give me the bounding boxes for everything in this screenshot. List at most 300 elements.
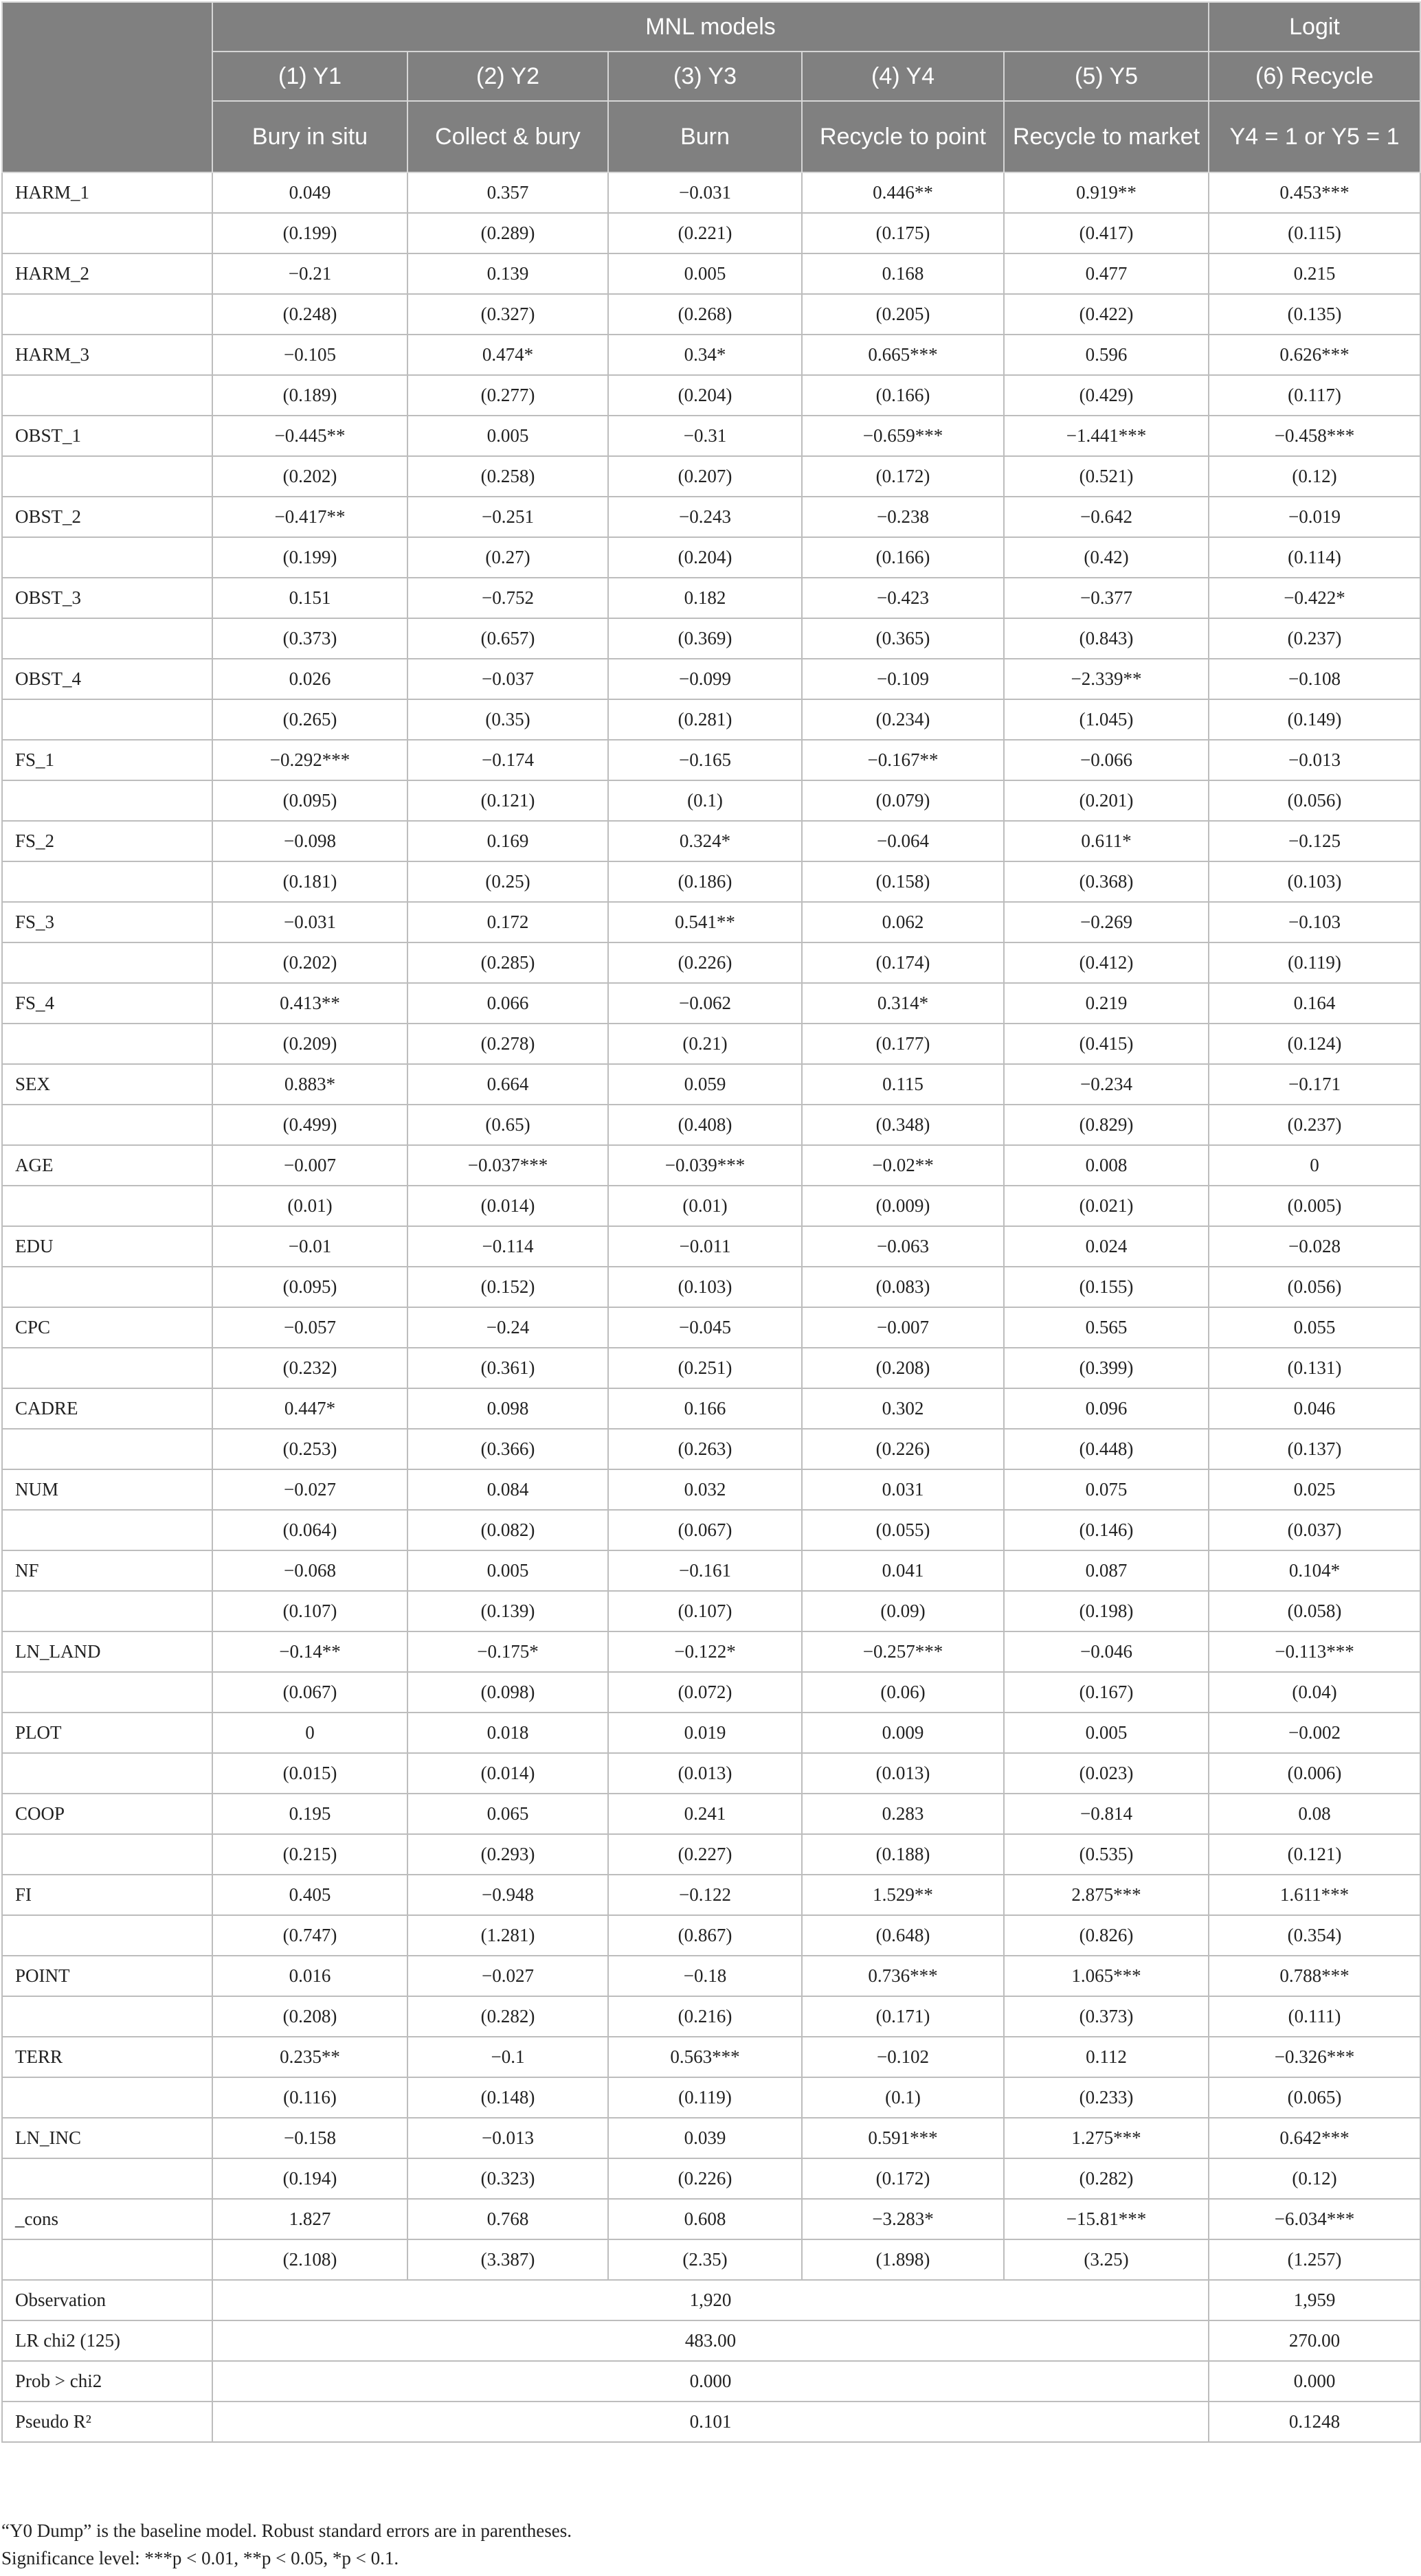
- coefficient-cell: −0.21: [212, 253, 407, 294]
- table-row: [2, 1348, 1420, 1388]
- header-column-number: (1) Y1: [212, 52, 407, 101]
- standard-error-cell: (0.172): [802, 2158, 1004, 2199]
- coefficient-cell: 0.565: [1004, 1307, 1209, 1348]
- table-row: [2, 861, 1420, 902]
- coefficient-cell: 0.219: [1004, 983, 1209, 1024]
- blank-cell: [2, 1267, 212, 1307]
- coefficient-cell: −0.752: [407, 578, 608, 618]
- standard-error-cell: (0.365): [802, 618, 1004, 659]
- coefficient-cell: −0.01: [212, 1226, 407, 1267]
- standard-error-cell: (0.289): [407, 213, 608, 253]
- standard-error-cell: (0.01): [608, 1186, 802, 1226]
- coefficient-cell: −0.037: [407, 659, 608, 699]
- coefficient-cell: −0.269: [1004, 902, 1209, 942]
- standard-error-cell: (0.281): [608, 699, 802, 740]
- standard-error-cell: (0.201): [1004, 780, 1209, 821]
- standard-error-cell: (0.181): [212, 861, 407, 902]
- coefficient-cell: −0.18: [608, 1956, 802, 1996]
- table-row: [2, 983, 1420, 1024]
- standard-error-cell: (0.115): [1209, 213, 1420, 253]
- table-row: [2, 416, 1420, 456]
- standard-error-cell: (0.082): [407, 1510, 608, 1550]
- coefficient-cell: 0.283: [802, 1794, 1004, 1834]
- standard-error-cell: (0.095): [212, 780, 407, 821]
- variable-name: OBST_4: [2, 659, 212, 699]
- standard-error-cell: (0.209): [212, 1024, 407, 1064]
- coefficient-cell: −0.445**: [212, 416, 407, 456]
- coefficient-cell: −0.422*: [1209, 578, 1420, 618]
- coefficient-cell: −0.234: [1004, 1064, 1209, 1105]
- coefficient-cell: 0.235**: [212, 2037, 407, 2077]
- standard-error-cell: (0.072): [608, 1672, 802, 1713]
- table-row: [2, 1307, 1420, 1348]
- coefficient-cell: −0.417**: [212, 497, 407, 537]
- standard-error-cell: (0.867): [608, 1915, 802, 1956]
- coefficient-cell: 0.182: [608, 578, 802, 618]
- variable-name: CPC: [2, 1307, 212, 1348]
- coefficient-cell: −0.642: [1004, 497, 1209, 537]
- coefficient-cell: −0.174: [407, 740, 608, 780]
- standard-error-cell: (0.208): [802, 1348, 1004, 1388]
- coefficient-cell: 0.024: [1004, 1226, 1209, 1267]
- coefficient-cell: 0.112: [1004, 2037, 1209, 2077]
- coefficient-cell: 0.025: [1209, 1469, 1420, 1510]
- coefficient-cell: 0.059: [608, 1064, 802, 1105]
- blank-cell: [2, 213, 212, 253]
- table-row: [2, 2037, 1420, 2077]
- table-row: [2, 172, 1420, 213]
- coefficient-cell: −0.814: [1004, 1794, 1209, 1834]
- standard-error-cell: (0.058): [1209, 1591, 1420, 1631]
- standard-error-cell: (0.079): [802, 780, 1004, 821]
- table-row: [2, 253, 1420, 294]
- coefficient-cell: 0.34*: [608, 335, 802, 375]
- stat-mnl-value: 0.000: [212, 2361, 1209, 2402]
- variable-name: OBST_2: [2, 497, 212, 537]
- variable-name: COOP: [2, 1794, 212, 1834]
- standard-error-cell: (0.202): [212, 942, 407, 983]
- coefficient-cell: −0.102: [802, 2037, 1004, 2077]
- coefficient-cell: −0.114: [407, 1226, 608, 1267]
- coefficient-cell: 0.031: [802, 1469, 1004, 1510]
- coefficient-cell: −3.283*: [802, 2199, 1004, 2239]
- standard-error-cell: (0.188): [802, 1834, 1004, 1875]
- standard-error-cell: (0.194): [212, 2158, 407, 2199]
- coefficient-cell: 0.115: [802, 1064, 1004, 1105]
- standard-error-cell: (0.199): [212, 213, 407, 253]
- coefficient-cell: −0.158: [212, 2118, 407, 2158]
- standard-error-cell: (0.657): [407, 618, 608, 659]
- standard-error-cell: (0.226): [608, 2158, 802, 2199]
- standard-error-cell: (0.09): [802, 1591, 1004, 1631]
- coefficient-cell: 0.096: [1004, 1388, 1209, 1429]
- blank-cell: [2, 1834, 212, 1875]
- header-column-description: Recycle to point: [802, 101, 1004, 172]
- blank-cell: [2, 1996, 212, 2037]
- header-column-number: (5) Y5: [1004, 52, 1209, 101]
- standard-error-cell: (0.215): [212, 1834, 407, 1875]
- coefficient-cell: −0.113***: [1209, 1631, 1420, 1672]
- variable-name: HARM_3: [2, 335, 212, 375]
- table-row: [2, 537, 1420, 578]
- coefficient-cell: −0.14**: [212, 1631, 407, 1672]
- coefficient-cell: 0.608: [608, 2199, 802, 2239]
- coefficient-cell: −0.019: [1209, 497, 1420, 537]
- standard-error-cell: (0.064): [212, 1510, 407, 1550]
- standard-error-cell: (0.04): [1209, 1672, 1420, 1713]
- standard-error-cell: (0.1): [802, 2077, 1004, 2118]
- coefficient-cell: 0.016: [212, 1956, 407, 1996]
- blank-cell: [2, 861, 212, 902]
- coefficient-cell: −0.027: [407, 1956, 608, 1996]
- table-row: [2, 456, 1420, 497]
- coefficient-cell: 0.195: [212, 1794, 407, 1834]
- standard-error-cell: (0.139): [407, 1591, 608, 1631]
- coefficient-cell: −0.31: [608, 416, 802, 456]
- standard-error-cell: (0.095): [212, 1267, 407, 1307]
- table-row: [2, 1713, 1420, 1753]
- stat-mnl-value: 1,920: [212, 2280, 1209, 2320]
- coefficient-cell: 0.164: [1209, 983, 1420, 1024]
- coefficient-cell: 0.665***: [802, 335, 1004, 375]
- table-row: [2, 1024, 1420, 1064]
- coefficient-cell: −0.251: [407, 497, 608, 537]
- standard-error-cell: (0.137): [1209, 1429, 1420, 1469]
- standard-error-cell: (0.177): [802, 1024, 1004, 1064]
- standard-error-cell: (0.366): [407, 1429, 608, 1469]
- table-row: [2, 1631, 1420, 1672]
- coefficient-cell: 0.046: [1209, 1388, 1420, 1429]
- coefficient-cell: 0.139: [407, 253, 608, 294]
- coefficient-cell: 0.166: [608, 1388, 802, 1429]
- coefficient-cell: 1.529**: [802, 1875, 1004, 1915]
- standard-error-cell: (0.535): [1004, 1834, 1209, 1875]
- blank-cell: [2, 1105, 212, 1145]
- coefficient-cell: −0.031: [212, 902, 407, 942]
- standard-error-cell: (0.107): [608, 1591, 802, 1631]
- coefficient-cell: −0.063: [802, 1226, 1004, 1267]
- coefficient-cell: 0.405: [212, 1875, 407, 1915]
- standard-error-cell: (0.648): [802, 1915, 1004, 1956]
- standard-error-cell: (0.103): [608, 1267, 802, 1307]
- table-row: [2, 1388, 1420, 1429]
- standard-error-cell: (0.155): [1004, 1267, 1209, 1307]
- coefficient-cell: −0.377: [1004, 578, 1209, 618]
- coefficient-cell: 0.626***: [1209, 335, 1420, 375]
- standard-error-cell: (0.27): [407, 537, 608, 578]
- table-row: [2, 1186, 1420, 1226]
- standard-error-cell: (0.42): [1004, 537, 1209, 578]
- stat-logit-value: 1,959: [1209, 2280, 1420, 2320]
- coefficient-cell: −0.046: [1004, 1631, 1209, 1672]
- standard-error-cell: (0.065): [1209, 2077, 1420, 2118]
- coefficient-cell: 0.788***: [1209, 1956, 1420, 1996]
- coefficient-cell: 0.041: [802, 1550, 1004, 1591]
- coefficient-cell: 0.357: [407, 172, 608, 213]
- standard-error-cell: (0.373): [1004, 1996, 1209, 2037]
- coefficient-cell: −0.423: [802, 578, 1004, 618]
- blank-cell: [2, 699, 212, 740]
- standard-error-cell: (0.148): [407, 2077, 608, 2118]
- standard-error-cell: (0.172): [802, 456, 1004, 497]
- header-column-description: Burn: [608, 101, 802, 172]
- coefficient-cell: −0.1: [407, 2037, 608, 2077]
- coefficient-cell: −0.167**: [802, 740, 1004, 780]
- table-row: [2, 942, 1420, 983]
- table-row: [2, 1875, 1420, 1915]
- standard-error-cell: (0.098): [407, 1672, 608, 1713]
- coefficient-cell: 0.447*: [212, 1388, 407, 1429]
- coefficient-cell: −0.161: [608, 1550, 802, 1591]
- table-row: [2, 2118, 1420, 2158]
- coefficient-cell: 0.008: [1004, 1145, 1209, 1186]
- standard-error-cell: (0.013): [802, 1753, 1004, 1794]
- variable-name: NUM: [2, 1469, 212, 1510]
- coefficient-cell: −1.441***: [1004, 416, 1209, 456]
- table-row: [2, 1834, 1420, 1875]
- coefficient-cell: −0.24: [407, 1307, 608, 1348]
- variable-name: CADRE: [2, 1388, 212, 1429]
- standard-error-cell: (0.373): [212, 618, 407, 659]
- coefficient-cell: 0.413**: [212, 983, 407, 1024]
- header-group-logit: Logit: [1209, 2, 1420, 52]
- standard-error-cell: (0.207): [608, 456, 802, 497]
- coefficient-cell: 0.642***: [1209, 2118, 1420, 2158]
- coefficient-cell: −0.122*: [608, 1631, 802, 1672]
- table-row: [2, 902, 1420, 942]
- standard-error-cell: (1.257): [1209, 2239, 1420, 2280]
- standard-error-cell: (0.285): [407, 942, 608, 983]
- coefficient-cell: −0.103: [1209, 902, 1420, 942]
- standard-error-cell: (1.045): [1004, 699, 1209, 740]
- standard-error-cell: (0.415): [1004, 1024, 1209, 1064]
- standard-error-cell: (0.208): [212, 1996, 407, 2037]
- blank-cell: [2, 1348, 212, 1388]
- standard-error-cell: (0.067): [608, 1510, 802, 1550]
- coefficient-cell: −0.238: [802, 497, 1004, 537]
- coefficient-cell: 0.032: [608, 1469, 802, 1510]
- standard-error-cell: (0.111): [1209, 1996, 1420, 2037]
- coefficient-cell: 0.477: [1004, 253, 1209, 294]
- coefficient-cell: 0.005: [1004, 1713, 1209, 1753]
- standard-error-cell: (0.323): [407, 2158, 608, 2199]
- standard-error-cell: (0.189): [212, 375, 407, 416]
- table-row: [2, 335, 1420, 375]
- coefficient-cell: 0.062: [802, 902, 1004, 942]
- standard-error-cell: (0.205): [802, 294, 1004, 335]
- standard-error-cell: (0.117): [1209, 375, 1420, 416]
- coefficient-cell: −0.007: [802, 1307, 1004, 1348]
- coefficient-cell: −0.013: [407, 2118, 608, 2158]
- coefficient-cell: 0.241: [608, 1794, 802, 1834]
- standard-error-cell: (0.35): [407, 699, 608, 740]
- standard-error-cell: (0.232): [212, 1348, 407, 1388]
- table-row: [2, 2239, 1420, 2280]
- coefficient-cell: −0.122: [608, 1875, 802, 1915]
- standard-error-cell: (0.149): [1209, 699, 1420, 740]
- table-row: [2, 740, 1420, 780]
- standard-error-cell: (0.253): [212, 1429, 407, 1469]
- coefficient-cell: 0.005: [407, 416, 608, 456]
- standard-error-cell: (0.282): [407, 1996, 608, 2037]
- standard-error-cell: (0.412): [1004, 942, 1209, 983]
- standard-error-cell: (0.216): [608, 1996, 802, 2037]
- standard-error-cell: (0.226): [802, 1429, 1004, 1469]
- standard-error-cell: (0.25): [407, 861, 608, 902]
- stat-logit-value: 0.1248: [1209, 2402, 1420, 2442]
- standard-error-cell: (0.369): [608, 618, 802, 659]
- standard-error-cell: (0.055): [802, 1510, 1004, 1550]
- standard-error-cell: (0.843): [1004, 618, 1209, 659]
- header-column-description: Collect & bury: [407, 101, 608, 172]
- standard-error-cell: (0.226): [608, 942, 802, 983]
- coefficient-cell: 0.009: [802, 1713, 1004, 1753]
- coefficient-cell: −0.011: [608, 1226, 802, 1267]
- variable-name: SEX: [2, 1064, 212, 1105]
- coefficient-cell: −0.062: [608, 983, 802, 1024]
- coefficient-cell: −0.659***: [802, 416, 1004, 456]
- coefficient-cell: 0.08: [1209, 1794, 1420, 1834]
- variable-name: HARM_1: [2, 172, 212, 213]
- table-row: [2, 375, 1420, 416]
- table-row: [2, 578, 1420, 618]
- coefficient-cell: 0.446**: [802, 172, 1004, 213]
- coefficient-cell: 0.596: [1004, 335, 1209, 375]
- standard-error-cell: (0.119): [608, 2077, 802, 2118]
- standard-error-cell: (0.237): [1209, 1105, 1420, 1145]
- coefficient-cell: 0.168: [802, 253, 1004, 294]
- coefficient-cell: −0.257***: [802, 1631, 1004, 1672]
- standard-error-cell: (0.251): [608, 1348, 802, 1388]
- stat-label: Pseudo R²: [2, 2402, 212, 2442]
- stat-row: [2, 2320, 1420, 2361]
- coefficient-cell: 0.065: [407, 1794, 608, 1834]
- standard-error-cell: (0.327): [407, 294, 608, 335]
- standard-error-cell: (0.429): [1004, 375, 1209, 416]
- coefficient-cell: −0.007: [212, 1145, 407, 1186]
- blank-cell: [2, 1510, 212, 1550]
- table-row: [2, 618, 1420, 659]
- coefficient-cell: 0: [1209, 1145, 1420, 1186]
- stat-label: Observation: [2, 2280, 212, 2320]
- table-row: [2, 659, 1420, 699]
- coefficient-cell: 0.215: [1209, 253, 1420, 294]
- coefficient-cell: −0.037***: [407, 1145, 608, 1186]
- coefficient-cell: 0.005: [407, 1550, 608, 1591]
- blank-cell: [2, 1024, 212, 1064]
- blank-cell: [2, 2158, 212, 2199]
- blank-cell: [2, 375, 212, 416]
- coefficient-cell: −0.948: [407, 1875, 608, 1915]
- standard-error-cell: (0.175): [802, 213, 1004, 253]
- standard-error-cell: (0.234): [802, 699, 1004, 740]
- coefficient-cell: 0.919**: [1004, 172, 1209, 213]
- standard-error-cell: (0.826): [1004, 1915, 1209, 1956]
- standard-error-cell: (0.354): [1209, 1915, 1420, 1956]
- coefficient-cell: 0.104*: [1209, 1550, 1420, 1591]
- coefficient-cell: −6.034***: [1209, 2199, 1420, 2239]
- coefficient-cell: −0.039***: [608, 1145, 802, 1186]
- table-row: [2, 2158, 1420, 2199]
- standard-error-cell: (0.237): [1209, 618, 1420, 659]
- coefficient-cell: 0.611*: [1004, 821, 1209, 861]
- standard-error-cell: (0.067): [212, 1672, 407, 1713]
- header-column-description: Bury in situ: [212, 101, 407, 172]
- standard-error-cell: (0.361): [407, 1348, 608, 1388]
- variable-name: FI: [2, 1875, 212, 1915]
- stat-mnl-value: 0.101: [212, 2402, 1209, 2442]
- standard-error-cell: (0.227): [608, 1834, 802, 1875]
- standard-error-cell: (0.114): [1209, 537, 1420, 578]
- standard-error-cell: (0.146): [1004, 1510, 1209, 1550]
- coefficient-cell: −0.064: [802, 821, 1004, 861]
- coefficient-cell: 0.075: [1004, 1469, 1209, 1510]
- variable-name: PLOT: [2, 1713, 212, 1753]
- coefficient-cell: 1.611***: [1209, 1875, 1420, 1915]
- header-column-number: (4) Y4: [802, 52, 1004, 101]
- table-row: [2, 699, 1420, 740]
- table-row: [2, 1672, 1420, 1713]
- standard-error-cell: (0.265): [212, 699, 407, 740]
- standard-error-cell: (0.258): [407, 456, 608, 497]
- blank-cell: [2, 1915, 212, 1956]
- standard-error-cell: (0.448): [1004, 1429, 1209, 1469]
- coefficient-cell: 0.087: [1004, 1550, 1209, 1591]
- standard-error-cell: (0.021): [1004, 1186, 1209, 1226]
- standard-error-cell: (0.152): [407, 1267, 608, 1307]
- coefficient-cell: −0.013: [1209, 740, 1420, 780]
- variable-name: EDU: [2, 1226, 212, 1267]
- blank-cell: [2, 1429, 212, 1469]
- coefficient-cell: 0.084: [407, 1469, 608, 1510]
- coefficient-cell: 0.098: [407, 1388, 608, 1429]
- standard-error-cell: (0.248): [212, 294, 407, 335]
- standard-error-cell: (0.037): [1209, 1510, 1420, 1550]
- coefficient-cell: 0.736***: [802, 1956, 1004, 1996]
- standard-error-cell: (0.422): [1004, 294, 1209, 335]
- variable-name: FS_1: [2, 740, 212, 780]
- table-row: [2, 1591, 1420, 1631]
- standard-error-cell: (0.119): [1209, 942, 1420, 983]
- table-row: [2, 1996, 1420, 2037]
- standard-error-cell: (0.282): [1004, 2158, 1209, 2199]
- table-row: [2, 1753, 1420, 1794]
- header-column-number: (6) Recycle: [1209, 52, 1420, 101]
- standard-error-cell: (0.166): [802, 375, 1004, 416]
- standard-error-cell: (0.12): [1209, 2158, 1420, 2199]
- standard-error-cell: (0.135): [1209, 294, 1420, 335]
- standard-error-cell: (0.056): [1209, 780, 1420, 821]
- coefficient-cell: −2.339**: [1004, 659, 1209, 699]
- standard-error-cell: (0.167): [1004, 1672, 1209, 1713]
- standard-error-cell: (0.348): [802, 1105, 1004, 1145]
- variable-name: NF: [2, 1550, 212, 1591]
- coefficient-cell: −0.098: [212, 821, 407, 861]
- standard-error-cell: (0.198): [1004, 1591, 1209, 1631]
- coefficient-cell: −0.057: [212, 1307, 407, 1348]
- variable-name: FS_2: [2, 821, 212, 861]
- standard-error-cell: (0.013): [608, 1753, 802, 1794]
- coefficient-cell: −0.243: [608, 497, 802, 537]
- coefficient-cell: 0.005: [608, 253, 802, 294]
- header-column-number: (3) Y3: [608, 52, 802, 101]
- standard-error-cell: (0.056): [1209, 1267, 1420, 1307]
- standard-error-cell: (0.829): [1004, 1105, 1209, 1145]
- coefficient-cell: 0.169: [407, 821, 608, 861]
- table-row: [2, 1105, 1420, 1145]
- stat-row: [2, 2402, 1420, 2442]
- blank-cell: [2, 2077, 212, 2118]
